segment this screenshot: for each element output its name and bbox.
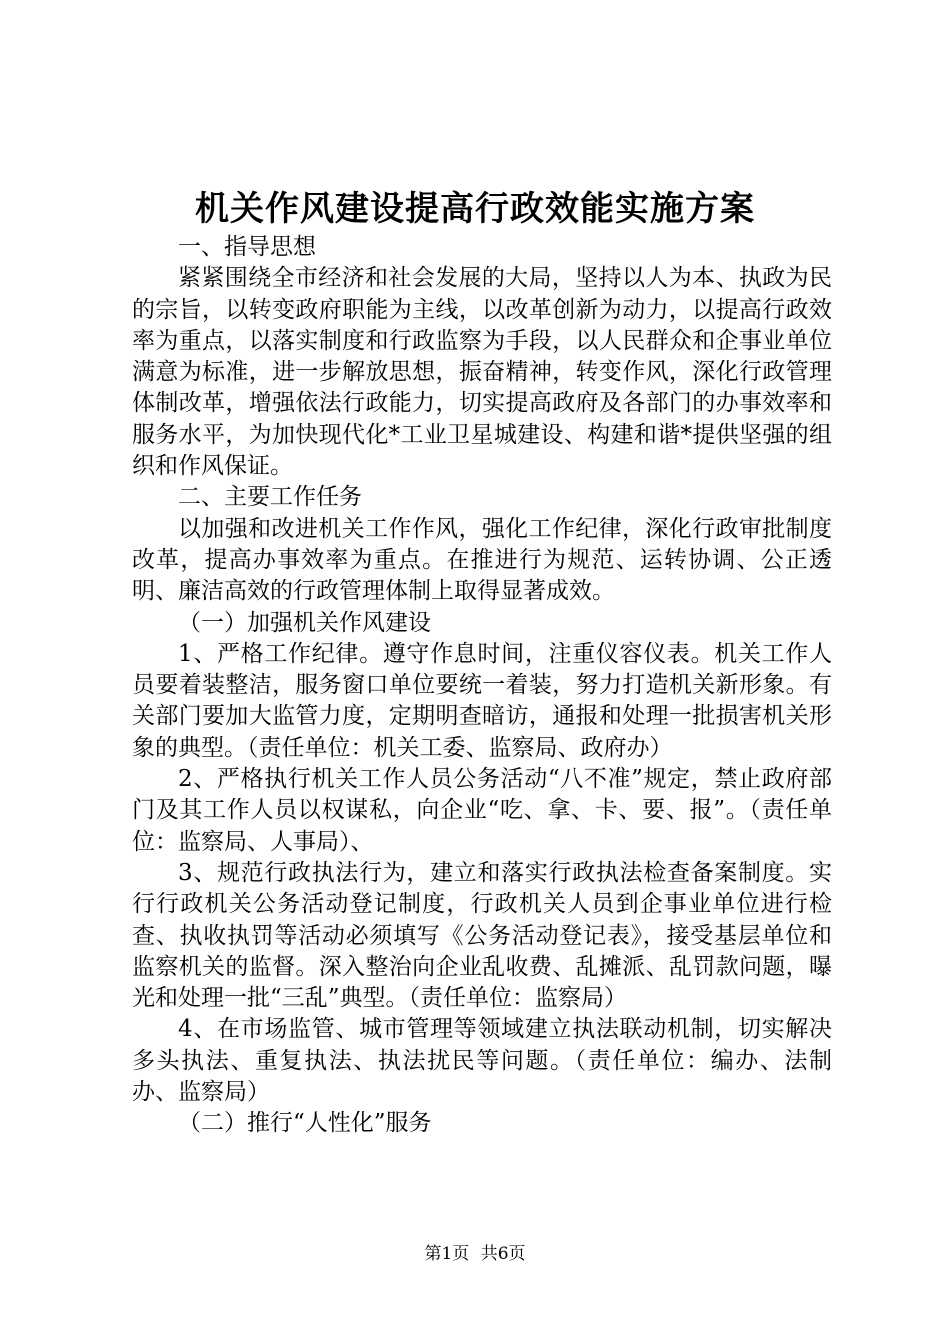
page-footer xyxy=(0,1242,950,1266)
subsection-heading: （二）推行“人性化”服务 xyxy=(178,1110,432,1137)
document-body xyxy=(132,232,832,1140)
paragraph: 3、规范行政执法行为，建立和落实行政执法检查备案制度。实行行政机关公务活动登记制度，行政机关人员到企事业单位进行检查、执收执罚等活动必须填写《公务活动登记表》，接受基层单位和监察机关的监督。深入整治向企业乱收费、乱摊派、乱罚款问题，曝光和处理一批“三乱”典型。（责任单位：监察局） xyxy=(132,859,832,1012)
paragraph: 紧紧围绕全市经济和社会发展的大局，坚持以人为本、执政为民的宗旨，以转变政府职能为主线，以改革创新为动力，以提高行政效率为重点，以落实制度和行政监察为手段，以人民群众和企事业单位满意为标准，进一步解放思想，振奋精神，转变作风，深化行政管理体制改革，增强依法行政能力，切实提高政府及各部门的办事效率和服务水平，为加快现代化*工业卫星城建设、构建和谐*提供坚强的组织和作风保证。 xyxy=(132,265,832,480)
page-total: 共6页 xyxy=(480,1244,526,1264)
section-heading: 二、主要工作任务 xyxy=(178,484,362,511)
subsection-heading: （一）加强机关作风建设 xyxy=(178,609,431,636)
section-heading: 一、指导思想 xyxy=(178,234,316,260)
document-title: 机关作风建设提高行政效能实施方案 xyxy=(195,189,755,229)
paragraph: 4、在市场监管、城市管理等领域建立执法联动机制，切实解决多头执法、重复执法、执法扰民等问题。（责任单位：编办、法制办、监察局） xyxy=(132,1016,832,1106)
page-number: 第1页 xyxy=(424,1244,470,1264)
paragraph: 2、严格执行机关工作人员公务活动“八不准”规定，禁止政府部门及其工作人员以权谋私，向企业“吃、拿、卡、要、报”。（责任单位：监察局、人事局）、 xyxy=(132,766,832,855)
paragraph: 以加强和改进机关工作作风，强化工作纪律，深化行政审批制度改革，提高办事效率为重点。在推进行为规范、运转协调、公正透明、廉洁高效的行政管理体制上取得显著成效。 xyxy=(132,515,832,605)
paragraph: 1、严格工作纪律。遵守作息时间，注重仪容仪表。机关工作人员要着装整洁，服务窗口单位要统一着装，努力打造机关新形象。有关部门要加大监管力度，定期明查暗访，通报和处理一批损害机关形象的典型。（责任单位：机关工委、监察局、政府办） xyxy=(132,640,832,761)
